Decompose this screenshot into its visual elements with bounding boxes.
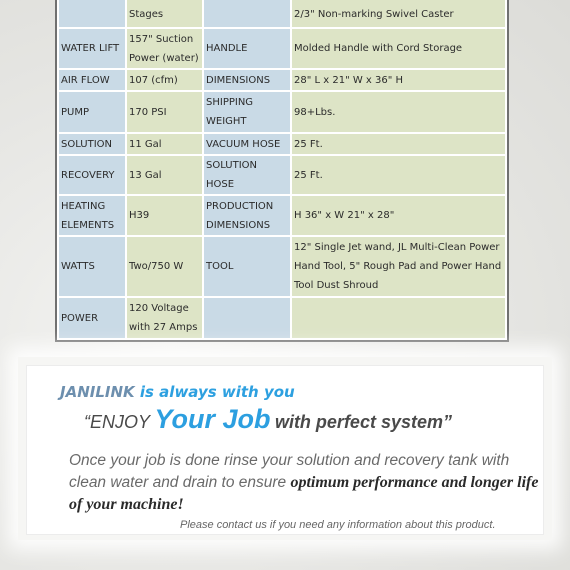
care-instructions bbox=[69, 450, 541, 516]
spec-label: DIMENSIONS bbox=[204, 70, 290, 90]
spec-label: WATER LIFT bbox=[59, 29, 125, 68]
spec-value: 98+Lbs. bbox=[292, 92, 505, 132]
table-row bbox=[59, 0, 505, 27]
spec-empty-cell bbox=[204, 298, 290, 338]
spec-value: 12" Single Jet wand, JL Multi-Clean Power Hand Tool, 5" Rough Pad and Power Hand Tool Dust Shroud bbox=[292, 237, 505, 296]
spec-label: RECOVERY bbox=[59, 156, 125, 194]
table-row bbox=[59, 196, 505, 235]
spec-value: Molded Handle with Cord Storage bbox=[292, 29, 505, 68]
table-row bbox=[59, 156, 505, 194]
spec-label: AIR FLOW bbox=[59, 70, 125, 90]
care-emphasis: optimum performance and longer life of your machine! bbox=[69, 474, 539, 513]
spec-value: 170 PSI bbox=[127, 92, 202, 132]
slogan bbox=[84, 404, 452, 435]
spec-label: TOOL bbox=[204, 237, 290, 296]
care-text: Once your job is done rinse your solution and recovery tank with clean water and drain to ensure bbox=[69, 452, 510, 491]
spec-value: Stages bbox=[127, 0, 202, 27]
spec-label: POWER bbox=[59, 298, 125, 338]
promo-card bbox=[26, 365, 544, 535]
table-row bbox=[59, 237, 505, 296]
spec-label bbox=[204, 0, 290, 27]
slogan-highlight: Your Job bbox=[154, 404, 271, 434]
slogan-open: “ENJOY bbox=[84, 412, 151, 432]
spec-label: PUMP bbox=[59, 92, 125, 132]
table-row bbox=[59, 298, 505, 338]
contact-note: Please contact us if you need any information about this product. bbox=[180, 519, 496, 531]
spec-value: 28" L x 21" W x 36" H bbox=[292, 70, 505, 90]
promo-panel bbox=[18, 357, 552, 540]
spec-label: SOLUTION bbox=[59, 134, 125, 154]
brand-name: JANILINK bbox=[60, 383, 135, 401]
spec-value: 25 Ft. bbox=[292, 134, 505, 154]
spec-value: 11 Gal bbox=[127, 134, 202, 154]
spec-label: HANDLE bbox=[204, 29, 290, 68]
spec-value: 25 Ft. bbox=[292, 156, 505, 194]
spec-value: 13 Gal bbox=[127, 156, 202, 194]
brand-tagline bbox=[60, 383, 295, 401]
spec-value: 2/3" Non-marking Swivel Caster bbox=[292, 0, 505, 27]
tagline-text: is always with you bbox=[139, 383, 295, 401]
spec-value: H 36" x W 21" x 28" bbox=[292, 196, 505, 235]
spec-value: 120 Voltage with 27 Amps bbox=[127, 298, 202, 338]
spec-label: SOLUTION HOSE bbox=[204, 156, 290, 194]
spec-label: WATTS bbox=[59, 237, 125, 296]
spec-label: VACUUM HOSE bbox=[204, 134, 290, 154]
table-row bbox=[59, 70, 505, 90]
spec-empty-cell bbox=[292, 298, 505, 338]
table-row bbox=[59, 29, 505, 68]
specification-table bbox=[55, 0, 509, 342]
spec-label bbox=[59, 0, 125, 27]
spec-label: SHIPPING WEIGHT bbox=[204, 92, 290, 132]
spec-value: Two/750 W bbox=[127, 237, 202, 296]
spec-value: 157" Suction Power (water) bbox=[127, 29, 202, 68]
spec-label: PRODUCTION DIMENSIONS bbox=[204, 196, 290, 235]
table-row bbox=[59, 92, 505, 132]
slogan-close: with perfect system” bbox=[274, 412, 452, 432]
spec-value: 107 (cfm) bbox=[127, 70, 202, 90]
spec-value: H39 bbox=[127, 196, 202, 235]
table-row bbox=[59, 134, 505, 154]
spec-label: HEATING ELEMENTS bbox=[59, 196, 125, 235]
